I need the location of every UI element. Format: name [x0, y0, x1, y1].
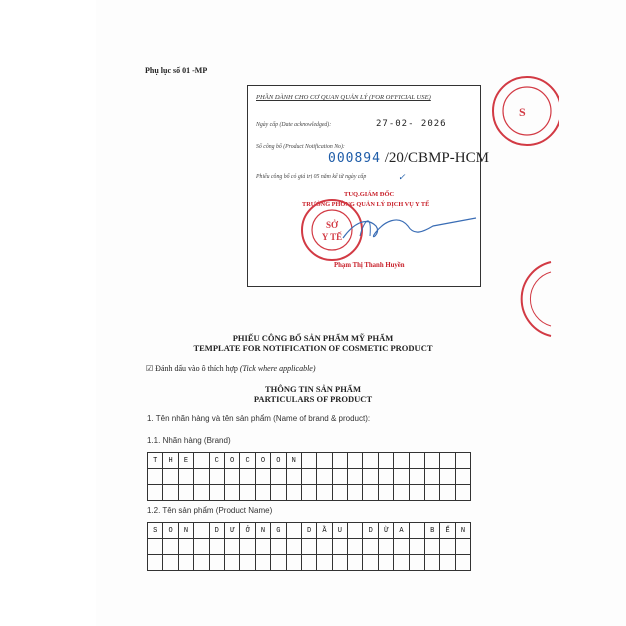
grid-cell: [255, 485, 270, 501]
grid-cell: [317, 453, 332, 469]
official-use-header: PHẦN DÀNH CHO CƠ QUAN QUẢN LÝ (FOR OFFICIAL USE): [256, 94, 431, 101]
signer-name: Phạm Thị Thanh Huyền: [334, 262, 405, 269]
annex-label: Phụ lục số 01 -MP: [145, 66, 208, 75]
grid-row: [148, 555, 471, 571]
grid-cell: O: [163, 523, 178, 539]
grid-cell: A: [394, 523, 409, 539]
grid-cell: [194, 453, 209, 469]
grid-cell: N: [286, 453, 301, 469]
grid-cell: [271, 485, 286, 501]
grid-cell: [178, 485, 193, 501]
brand-grid: [147, 452, 471, 501]
grid-cell: [425, 539, 440, 555]
grid-cell: [148, 555, 163, 571]
grid-cell: [394, 469, 409, 485]
grid-cell: Ế: [440, 523, 455, 539]
section-title-en: PARTICULARS OF PRODUCT: [253, 394, 373, 404]
grid-cell: [163, 485, 178, 501]
grid-cell: [148, 485, 163, 501]
grid-cell: N: [178, 523, 193, 539]
grid-cell: [224, 485, 239, 501]
grid-cell: [455, 539, 470, 555]
grid-cell: [348, 469, 363, 485]
grid-cell: [425, 469, 440, 485]
product-name-grid: [147, 522, 471, 571]
grid-cell: B: [425, 523, 440, 539]
svg-text:S: S: [519, 105, 526, 119]
grid-cell: [301, 485, 316, 501]
grid-row: [148, 523, 471, 539]
grid-cell: [378, 555, 393, 571]
grid-cell: [163, 469, 178, 485]
grid-cell: [363, 485, 378, 501]
grid-cell: [240, 539, 255, 555]
grid-cell: H: [163, 453, 178, 469]
grid-cell: [363, 469, 378, 485]
grid-row: [148, 485, 471, 501]
date-value: 27-02- 2026: [376, 119, 447, 129]
grid-cell: [378, 539, 393, 555]
grid-cell: [409, 555, 424, 571]
grid-cell: [394, 485, 409, 501]
official-use-box: [247, 85, 489, 287]
grid-cell: D: [363, 523, 378, 539]
grid-cell: [301, 539, 316, 555]
grid-cell: [409, 523, 424, 539]
grid-cell: [440, 555, 455, 571]
grid-cell: [332, 485, 347, 501]
grid-cell: [271, 555, 286, 571]
grid-cell: U: [332, 523, 347, 539]
grid-cell: [455, 555, 470, 571]
grid-cell: [194, 539, 209, 555]
grid-cell: [163, 555, 178, 571]
grid-cell: [440, 469, 455, 485]
grid-cell: [286, 539, 301, 555]
grid-cell: T: [148, 453, 163, 469]
seal-text-2: Y TẾ: [321, 232, 343, 242]
signer-title-1: TUQ.GIÁM ĐỐC: [344, 191, 395, 198]
grid-cell: [394, 453, 409, 469]
question-1-1: 1.1. Nhãn hàng (Brand): [147, 436, 231, 445]
grid-cell: [178, 539, 193, 555]
grid-cell: [240, 485, 255, 501]
grid-cell: G: [271, 523, 286, 539]
grid-cell: C: [209, 453, 224, 469]
grid-cell: N: [255, 523, 270, 539]
grid-cell: [348, 485, 363, 501]
question-1: 1. Tên nhãn hàng và tên sản phẩm (Name of brand & product):: [147, 414, 371, 423]
grid-cell: [286, 469, 301, 485]
grid-cell: N: [455, 523, 470, 539]
number-label: Số công bố (Product Notification No):: [256, 144, 345, 150]
grid-cell: [317, 555, 332, 571]
grid-cell: [332, 539, 347, 555]
tick-instruction: [146, 364, 316, 373]
grid-cell: [286, 485, 301, 501]
grid-cell: Ư: [224, 523, 239, 539]
grid-cell: [455, 469, 470, 485]
question-1-2: 1.2. Tên sản phẩm (Product Name): [147, 506, 273, 515]
grid-cell: S: [148, 523, 163, 539]
grid-cell: [332, 555, 347, 571]
date-label: Ngày cấp (Date acknowledged):: [256, 122, 332, 128]
grid-cell: [271, 469, 286, 485]
grid-cell: [317, 539, 332, 555]
grid-cell: [378, 453, 393, 469]
grid-cell: [425, 453, 440, 469]
handwritten-tick: ✓: [398, 172, 406, 182]
grid-cell: O: [271, 453, 286, 469]
grid-cell: [194, 485, 209, 501]
grid-cell: [440, 453, 455, 469]
validity-label: Phiếu công bố có giá trị 05 năm kể từ ngày cấp: [256, 174, 367, 180]
grid-cell: [240, 469, 255, 485]
grid-cell: [255, 539, 270, 555]
grid-cell: [363, 453, 378, 469]
grid-cell: D: [301, 523, 316, 539]
grid-cell: [178, 469, 193, 485]
form-title-en: TEMPLATE FOR NOTIFICATION OF COSMETIC PRODUCT: [193, 343, 433, 353]
grid-row: [148, 469, 471, 485]
side-seal-top: [489, 72, 559, 150]
grid-cell: [394, 555, 409, 571]
grid-cell: [425, 555, 440, 571]
tick-instruction-text: Đánh dấu vào ô thích hợp: [155, 364, 238, 373]
grid-cell: [409, 453, 424, 469]
grid-cell: [440, 485, 455, 501]
grid-cell: [409, 539, 424, 555]
grid-row: [148, 453, 471, 469]
grid-cell: [224, 469, 239, 485]
grid-cell: [348, 453, 363, 469]
signer-title-2: TRƯỞNG PHÒNG QUẢN LÝ DỊCH VỤ Y TẾ: [302, 201, 430, 208]
grid-cell: [409, 485, 424, 501]
section-title-vi: THÔNG TIN SẢN PHẨM: [265, 384, 361, 394]
number-suffix: /20/CBMP-HCM: [384, 150, 489, 166]
grid-cell: [378, 485, 393, 501]
grid-cell: [255, 469, 270, 485]
grid-cell: [301, 555, 316, 571]
side-seal-bottom: [503, 258, 553, 340]
form-title-vi: PHIẾU CÔNG BỐ SẢN PHẨM MỸ PHẨM: [232, 333, 394, 343]
grid-cell: C: [240, 453, 255, 469]
grid-cell: [363, 555, 378, 571]
grid-cell: [332, 469, 347, 485]
grid-cell: [409, 469, 424, 485]
grid-cell: [317, 485, 332, 501]
grid-cell: [148, 539, 163, 555]
official-seal: [300, 198, 364, 262]
grid-cell: Ừ: [378, 523, 393, 539]
grid-cell: [194, 469, 209, 485]
grid-cell: [348, 555, 363, 571]
grid-cell: [378, 469, 393, 485]
grid-cell: [332, 453, 347, 469]
grid-cell: [317, 469, 332, 485]
grid-cell: [394, 539, 409, 555]
grid-row: [148, 539, 471, 555]
grid-cell: Ầ: [317, 523, 332, 539]
grid-cell: [194, 523, 209, 539]
grid-cell: [301, 453, 316, 469]
grid-cell: [209, 555, 224, 571]
grid-cell: [194, 555, 209, 571]
grid-cell: [255, 555, 270, 571]
grid-cell: [440, 539, 455, 555]
signature: [248, 86, 480, 286]
grid-cell: [224, 555, 239, 571]
grid-cell: [425, 485, 440, 501]
grid-cell: [286, 555, 301, 571]
grid-cell: [178, 555, 193, 571]
grid-cell: [148, 469, 163, 485]
seal-text-1: SỞ: [325, 220, 339, 230]
grid-cell: Ở: [240, 523, 255, 539]
grid-cell: [240, 555, 255, 571]
tick-instruction-en: (Tick where applicable): [239, 364, 316, 373]
grid-cell: [209, 539, 224, 555]
grid-cell: O: [255, 453, 270, 469]
grid-cell: [363, 539, 378, 555]
grid-cell: [224, 539, 239, 555]
grid-cell: [271, 539, 286, 555]
number-value: 000894: [328, 151, 381, 166]
grid-cell: [301, 469, 316, 485]
checkbox-icon: ☑: [146, 364, 154, 373]
grid-cell: [209, 485, 224, 501]
grid-cell: E: [178, 453, 193, 469]
grid-cell: D: [209, 523, 224, 539]
grid-cell: [286, 523, 301, 539]
grid-cell: [163, 539, 178, 555]
grid-cell: O: [224, 453, 239, 469]
grid-cell: [348, 539, 363, 555]
notification-number: [328, 150, 489, 167]
grid-cell: [209, 469, 224, 485]
grid-cell: [348, 523, 363, 539]
grid-cell: [455, 453, 470, 469]
grid-cell: [455, 485, 470, 501]
